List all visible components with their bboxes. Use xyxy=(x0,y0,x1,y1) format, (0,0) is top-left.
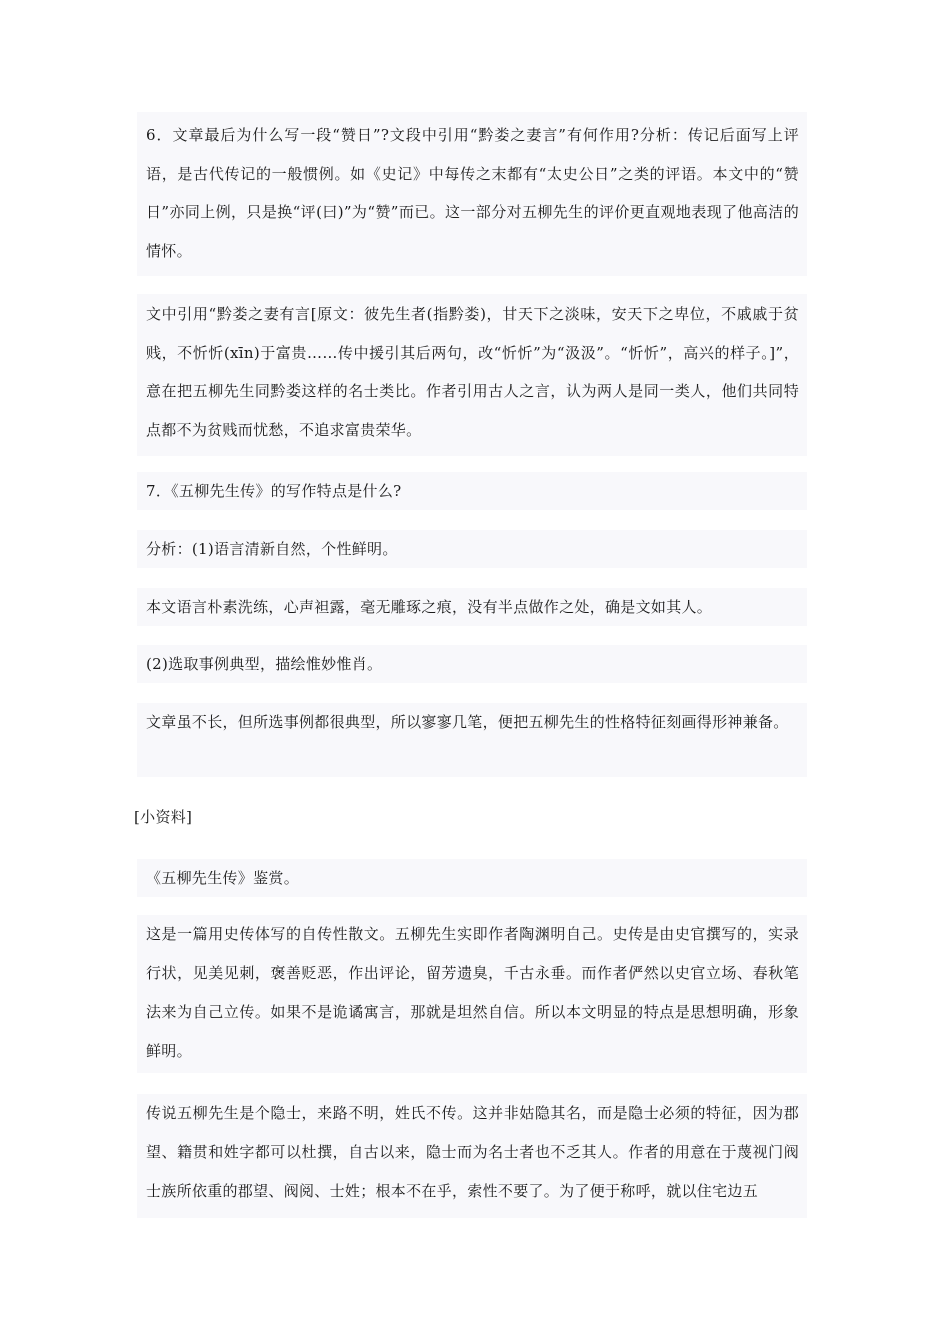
appreciation-title-block xyxy=(137,859,807,897)
paragraph-language: 本文语言朴素洗练，心声袒露，毫无雕琢之痕，没有半点做作之处，确是文如其人。 xyxy=(146,598,713,616)
paragraph-examples: 文章虽不长，但所选事例都很典型，所以寥寥几笔，便把五柳先生的性格特征刻画得形神兼备。 xyxy=(146,713,789,731)
paragraph-quote: 文中引用“黔娄之妻有言[原文：彼先生者(指黔娄)，甘天下之淡味，安天下之卑位，不戚戚于贫贱，不忻忻(xīn)于富贵……传中援引其后两句，改“忻忻”为“汲汲”。“忻忻”，高兴的样子。]”，意在把五柳先生同黔娄这样的名士类比。作者引用古人之言，认为两人是同一类人，他们共同特点都不为贫贱而忧愁，不追求富贵荣华。 xyxy=(146,305,799,439)
answer-block-quote xyxy=(137,294,807,456)
paragraph-q6: 6．文章最后为什么写一段“赞日”?文段中引用“黔娄之妻言”有何作用?分析：传记后面写上评语，是古代传记的一般惯例。如《史记》中每传之末都有“太史公日”之类的评语。本文中的“赞日”亦同上例，只是换“评(曰)”为“赞”而已。这一部分对五柳先生的评价更直观地表现了他高洁的情怀。 xyxy=(146,126,799,260)
analysis-point-1: 分析：(1)语言清新自然，个性鲜明。 xyxy=(146,540,398,558)
analysis-block-1 xyxy=(137,530,807,568)
appreciation-block-1 xyxy=(137,915,807,1073)
question-block-q7 xyxy=(137,472,807,510)
resource-label: [小资料] xyxy=(134,808,193,826)
question-q7: 7．《五柳先生传》的写作特点是什么? xyxy=(146,482,402,500)
paragraph-appreciation-1: 这是一篇用史传体写的自传性散文。五柳先生实即作者陶渊明自己。史传是由史官撰写的，实录行状，见美见刺，褒善贬恶，作出评论，留芳遗臭，千古永垂。而作者俨然以史官立场、春秋笔法来为自己立传。如果不是诡谲寓言，那就是坦然自信。所以本文明显的特点是思想明确，形象鲜明。 xyxy=(146,925,799,1060)
language-block xyxy=(137,588,807,626)
appreciation-block-2 xyxy=(137,1094,807,1218)
answer-block-q6 xyxy=(137,112,807,276)
appreciation-title: 《五柳先生传》鉴赏。 xyxy=(146,869,300,887)
paragraph-appreciation-2: 传说五柳先生是个隐士，来路不明，姓氏不传。这并非姑隐其名，而是隐士必须的特征，因为郡望、籍贯和姓字都可以杜撰，自古以来，隐士而为名士者也不乏其人。作者的用意在于蔑视门阀士族所依重的郡望、阀阅、士姓；根本不在乎，索性不要了。为了便于称呼，就以住宅边五 xyxy=(146,1104,799,1200)
examples-block xyxy=(137,703,807,777)
analysis-point-2: (2)选取事例典型，描绘惟妙惟肖。 xyxy=(146,655,383,673)
analysis-block-2 xyxy=(137,645,807,683)
